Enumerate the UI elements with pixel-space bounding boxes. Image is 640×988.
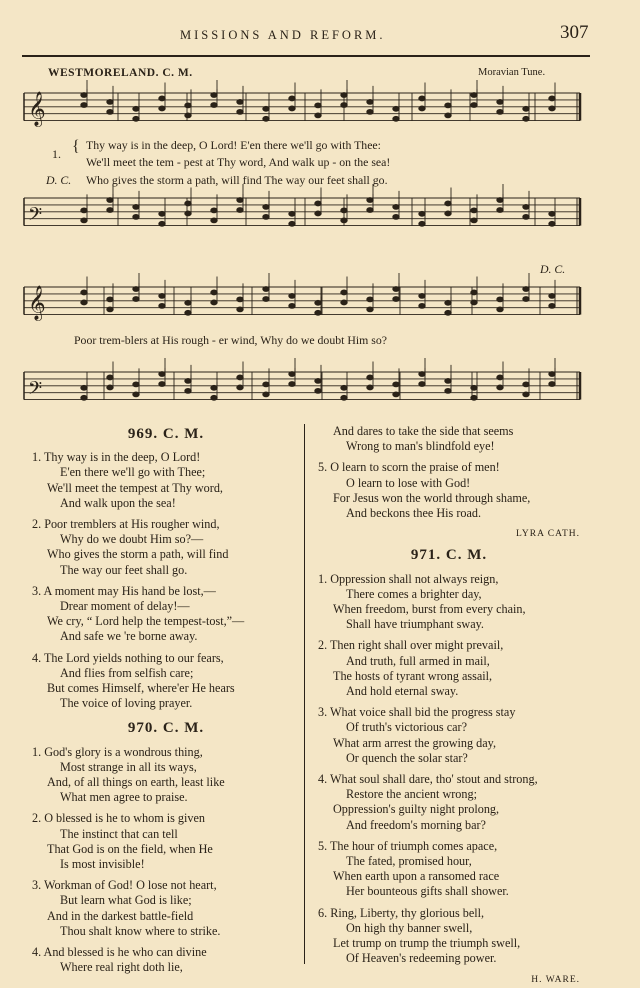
note-head <box>81 103 87 108</box>
note-head <box>445 379 451 384</box>
stanza <box>318 705 580 766</box>
note-head <box>445 310 451 315</box>
note-head <box>315 201 321 206</box>
hymn-971 <box>318 548 580 987</box>
verse-line: 1. Oppression shall not always reign, <box>318 571 499 586</box>
note-head <box>81 385 87 390</box>
note-head <box>315 113 321 118</box>
note-head <box>185 389 191 394</box>
note-head <box>133 116 139 121</box>
page-number: 307 <box>560 22 589 43</box>
note-head <box>523 297 529 302</box>
verse-number: 1. <box>52 147 61 161</box>
verse-line: Drear moment of delay!— <box>60 599 190 614</box>
hymn-970-continued <box>318 424 580 542</box>
stanza <box>318 460 580 521</box>
note-head <box>81 290 87 295</box>
stanza <box>32 517 300 578</box>
note-head <box>341 395 347 400</box>
verse-line: The voice of loving prayer. <box>60 696 193 711</box>
hymn-number: 971. C. M. <box>410 547 488 564</box>
note-head <box>263 116 269 121</box>
section-title: MISSIONS AND REFORM. <box>180 28 386 42</box>
note-head <box>497 198 503 203</box>
verse-line: 1. Thy way is in the deep, O Lord! <box>32 450 201 465</box>
verse-line: Thou shalt know where to strike. <box>60 923 221 938</box>
note-head <box>315 300 321 305</box>
note-head <box>263 106 269 111</box>
verse-line: And in the darkest battle-field <box>47 908 194 923</box>
note-head <box>185 201 191 206</box>
verse-line: Wrong to man's blindfold eye! <box>346 439 495 454</box>
verse-line: Of truth's victorious car? <box>346 720 467 735</box>
note-head <box>419 106 425 111</box>
note-head <box>315 379 321 384</box>
note-head <box>211 93 217 98</box>
note-head <box>159 211 165 216</box>
note-head <box>549 304 555 309</box>
tune-name: WESTMORELAND. C. M. <box>48 67 193 79</box>
note-head <box>393 215 399 220</box>
note-head <box>315 310 321 315</box>
note-head <box>81 218 87 223</box>
note-head <box>237 375 243 380</box>
bass-clef-icon: 𝄢 <box>28 378 43 404</box>
note-head <box>523 205 529 210</box>
note-head <box>471 218 477 223</box>
note-head <box>523 106 529 111</box>
verse-line: But learn what God is like; <box>60 893 192 908</box>
note-head <box>159 106 165 111</box>
note-head <box>523 287 529 292</box>
note-head <box>263 205 269 210</box>
note-head <box>211 300 217 305</box>
verse-line: And freedom's morning bar? <box>346 817 486 832</box>
note-head <box>497 110 503 115</box>
verse-line: And beckons thee His road. <box>346 506 482 521</box>
note-head <box>289 382 295 387</box>
note-head <box>393 392 399 397</box>
brace-glyph: { <box>72 138 80 155</box>
note-head <box>393 205 399 210</box>
note-head <box>211 103 217 108</box>
verse-line: 3. A moment may His hand be lost,— <box>32 583 216 598</box>
verse-line: The instinct that can tell <box>60 826 178 841</box>
note-head <box>497 307 503 312</box>
note-head <box>185 113 191 118</box>
verse-line: 3. Workman of God! O lose not heart, <box>32 878 217 893</box>
note-head <box>289 372 295 377</box>
stanza <box>32 745 300 806</box>
note-head <box>419 221 425 226</box>
note-head <box>471 300 477 305</box>
note-head <box>497 385 503 390</box>
note-head <box>237 297 243 302</box>
verse-line: And truth, full armed in mail, <box>346 653 490 668</box>
note-head <box>341 290 347 295</box>
verse-line: 2. Then right shall over might prevail, <box>318 638 504 653</box>
note-head <box>107 208 113 213</box>
note-head <box>315 389 321 394</box>
note-head <box>159 294 165 299</box>
bass-clef-icon: 𝄢 <box>28 204 43 230</box>
note-head <box>549 96 555 101</box>
note-head <box>523 382 529 387</box>
note-head <box>289 96 295 101</box>
lyric-line-2: We'll meet the tem - pest at Thy word, And walk up - on the sea! <box>86 155 391 169</box>
note-head <box>419 372 425 377</box>
music-score <box>0 80 640 420</box>
verse-line: And flies from selfish care; <box>60 665 194 680</box>
note-head <box>133 205 139 210</box>
note-head <box>289 304 295 309</box>
verse-line: 5. The hour of triumph comes apace, <box>318 838 498 853</box>
note-head <box>159 372 165 377</box>
note-head <box>107 375 113 380</box>
verse-line: Her bounteous gifts shall shower. <box>346 884 509 899</box>
note-head <box>549 382 555 387</box>
note-head <box>107 100 113 105</box>
verse-line: Is most invisible! <box>60 857 145 872</box>
note-head <box>289 106 295 111</box>
note-head <box>367 297 373 302</box>
note-head <box>159 221 165 226</box>
note-head <box>471 208 477 213</box>
verse-line: For Jesus won the world through shame, <box>333 490 531 505</box>
note-head <box>367 385 373 390</box>
stanza <box>32 450 300 511</box>
verse-line: 6. Ring, Liberty, thy glorious bell, <box>318 905 485 920</box>
note-head <box>107 198 113 203</box>
note-head <box>81 395 87 400</box>
note-head <box>185 379 191 384</box>
verse-line: 3. What voice shall bid the progress stay <box>318 705 516 720</box>
note-head <box>471 385 477 390</box>
note-head <box>341 93 347 98</box>
note-head <box>237 110 243 115</box>
note-head <box>133 106 139 111</box>
verse-line: What men agree to praise. <box>60 790 188 805</box>
note-head <box>237 198 243 203</box>
note-head <box>211 385 217 390</box>
hymn-969 <box>32 427 300 711</box>
verse-line: That God is on the field, when He <box>47 841 213 856</box>
stanza <box>32 584 300 645</box>
note-head <box>367 307 373 312</box>
note-head <box>367 100 373 105</box>
note-head <box>263 287 269 292</box>
verse-line: E'en there we'll go with Thee; <box>60 465 206 480</box>
lyric-line-3: Who gives the storm a path, will find The way our feet shall go. <box>86 173 388 187</box>
note-head <box>419 294 425 299</box>
note-head <box>497 375 503 380</box>
note-head <box>419 382 425 387</box>
note-head <box>315 211 321 216</box>
note-head <box>393 116 399 121</box>
note-head <box>107 307 113 312</box>
note-head <box>185 300 191 305</box>
note-head <box>497 208 503 213</box>
note-head <box>471 395 477 400</box>
note-head <box>159 382 165 387</box>
note-head <box>107 297 113 302</box>
note-head <box>549 372 555 377</box>
tune-credit: Moravian Tune. <box>478 67 546 78</box>
treble-clef-icon: 𝄞 <box>28 285 46 321</box>
note-head <box>393 297 399 302</box>
note-head <box>393 106 399 111</box>
note-head <box>81 208 87 213</box>
note-head <box>263 215 269 220</box>
note-head <box>523 215 529 220</box>
verse-line: And hold eternal sway. <box>346 684 459 699</box>
left-column <box>32 427 300 982</box>
verse-line: The way our feet shall go. <box>60 562 188 577</box>
note-head <box>523 116 529 121</box>
stanza <box>318 638 580 699</box>
dc-label-2: D. C. <box>540 262 566 276</box>
column-divider <box>304 424 305 964</box>
note-head <box>445 201 451 206</box>
note-head <box>471 103 477 108</box>
verse-line: 5. O learn to scorn the praise of men! <box>318 460 500 475</box>
verse-line: We cry, “ Lord help the tempest-tost,”— <box>47 614 245 629</box>
note-head <box>341 208 347 213</box>
note-head <box>497 100 503 105</box>
note-head <box>549 211 555 216</box>
note-head <box>393 287 399 292</box>
verse-line: Oppression's guilty night prolong, <box>333 802 500 817</box>
verse-line: 4. The Lord yields nothing to our fears, <box>32 650 224 665</box>
verse-line: Shall have triumphant sway. <box>346 617 484 632</box>
note-head <box>185 310 191 315</box>
note-head <box>367 110 373 115</box>
stanza <box>32 811 300 872</box>
verse-line: What arm arrest the growing day, <box>333 735 497 750</box>
note-head <box>211 218 217 223</box>
verse-line: Most strange in all its ways, <box>60 759 197 774</box>
note-head <box>471 290 477 295</box>
treble-clef-icon: 𝄞 <box>28 91 46 127</box>
note-head <box>263 392 269 397</box>
hymn-author: LYRA CATH. <box>516 529 580 540</box>
stanza <box>32 945 300 975</box>
note-head <box>107 110 113 115</box>
note-head <box>289 211 295 216</box>
note-head <box>81 93 87 98</box>
note-head <box>159 304 165 309</box>
verse-line: There comes a brighter day, <box>346 586 482 601</box>
verse-line: Where real right doth lie, <box>60 960 183 975</box>
stanza <box>318 839 580 900</box>
note-head <box>133 287 139 292</box>
verse-line: And, of all things on earth, least like <box>47 775 225 790</box>
note-head <box>185 211 191 216</box>
note-head <box>133 382 139 387</box>
verse-line: Restore the ancient wrong; <box>346 787 477 802</box>
right-column <box>318 424 580 988</box>
stanza <box>318 906 580 967</box>
verse-line: When earth upon a ransomed race <box>333 869 500 884</box>
note-head <box>523 392 529 397</box>
verse-line: And safe we 're borne away. <box>60 629 198 644</box>
verse-line: Of Heaven's redeeming power. <box>346 951 497 966</box>
verse-line: When freedom, burst from every chain, <box>333 602 526 617</box>
note-head <box>445 103 451 108</box>
note-head <box>445 389 451 394</box>
note-head <box>133 297 139 302</box>
note-head <box>289 294 295 299</box>
note-head <box>549 221 555 226</box>
verse-line: 4. And blessed is he who can divine <box>32 945 207 960</box>
note-head <box>211 290 217 295</box>
note-head <box>341 385 347 390</box>
verse-line: Who gives the storm a path, will find <box>47 547 229 562</box>
verse-line: And walk upon the sea! <box>60 495 176 510</box>
verse-line: Let trump on trump the triumph swell, <box>333 936 521 951</box>
note-head <box>497 297 503 302</box>
hymn-author: H. WARE. <box>531 974 580 985</box>
note-head <box>211 208 217 213</box>
verse-line: 2. Poor tremblers at His rougher wind, <box>32 517 220 532</box>
stanza-continuation <box>318 424 580 454</box>
verse-line: 2. O blessed is he to whom is given <box>32 811 205 826</box>
verse-line: The hosts of tyrant wrong assail, <box>333 668 493 683</box>
note-head <box>263 297 269 302</box>
hymn-number: 970. C. M. <box>127 720 205 737</box>
note-head <box>445 300 451 305</box>
note-head <box>237 385 243 390</box>
verse-line: 4. What soul shall dare, tho' stout and strong, <box>318 772 538 787</box>
hymn-number: 969. C. M. <box>127 426 205 442</box>
note-head <box>549 106 555 111</box>
note-head <box>419 211 425 216</box>
note-head <box>81 300 87 305</box>
stanza <box>318 572 580 633</box>
note-head <box>419 304 425 309</box>
lyric-line-1: Thy way is in the deep, O Lord! E'en there we'll go with Thee: <box>86 138 381 152</box>
note-head <box>341 103 347 108</box>
verse-line: 1. God's glory is a wondrous thing, <box>32 744 203 759</box>
stanza <box>32 878 300 939</box>
hymn-970 <box>32 721 300 975</box>
note-head <box>185 103 191 108</box>
note-head <box>419 96 425 101</box>
note-head <box>159 96 165 101</box>
note-head <box>237 307 243 312</box>
verse-line: On high thy banner swell, <box>346 920 473 935</box>
note-head <box>445 113 451 118</box>
note-head <box>367 375 373 380</box>
note-head <box>211 395 217 400</box>
verse-line: And dares to take the side that seems <box>333 424 514 438</box>
page-header <box>0 22 640 52</box>
verse-line: The fated, promised hour, <box>346 854 472 869</box>
verse-line: O learn to lose with God! <box>346 475 471 490</box>
note-head <box>237 100 243 105</box>
note-head <box>237 208 243 213</box>
note-head <box>471 93 477 98</box>
note-head <box>445 211 451 216</box>
note-head <box>367 208 373 213</box>
verse-line: But comes Himself, where'er He hears <box>47 681 235 696</box>
note-head <box>289 221 295 226</box>
stanza <box>318 772 580 833</box>
verse-line: Why do we doubt Him so?— <box>60 532 204 547</box>
note-head <box>367 198 373 203</box>
header-rule <box>22 55 590 57</box>
note-head <box>263 382 269 387</box>
verse-line: Or quench the solar star? <box>346 750 468 765</box>
note-head <box>393 382 399 387</box>
note-head <box>341 218 347 223</box>
note-head <box>341 300 347 305</box>
note-head <box>315 103 321 108</box>
dc-label: D. C. <box>46 173 72 187</box>
note-head <box>133 392 139 397</box>
note-head <box>549 294 555 299</box>
note-head <box>107 385 113 390</box>
lyric-line-4: Poor trem-blers at His rough - er wind, Why do we doubt Him so? <box>74 333 388 347</box>
verse-line: We'll meet the tempest at Thy word, <box>47 480 223 495</box>
stanza <box>32 651 300 712</box>
note-head <box>133 215 139 220</box>
